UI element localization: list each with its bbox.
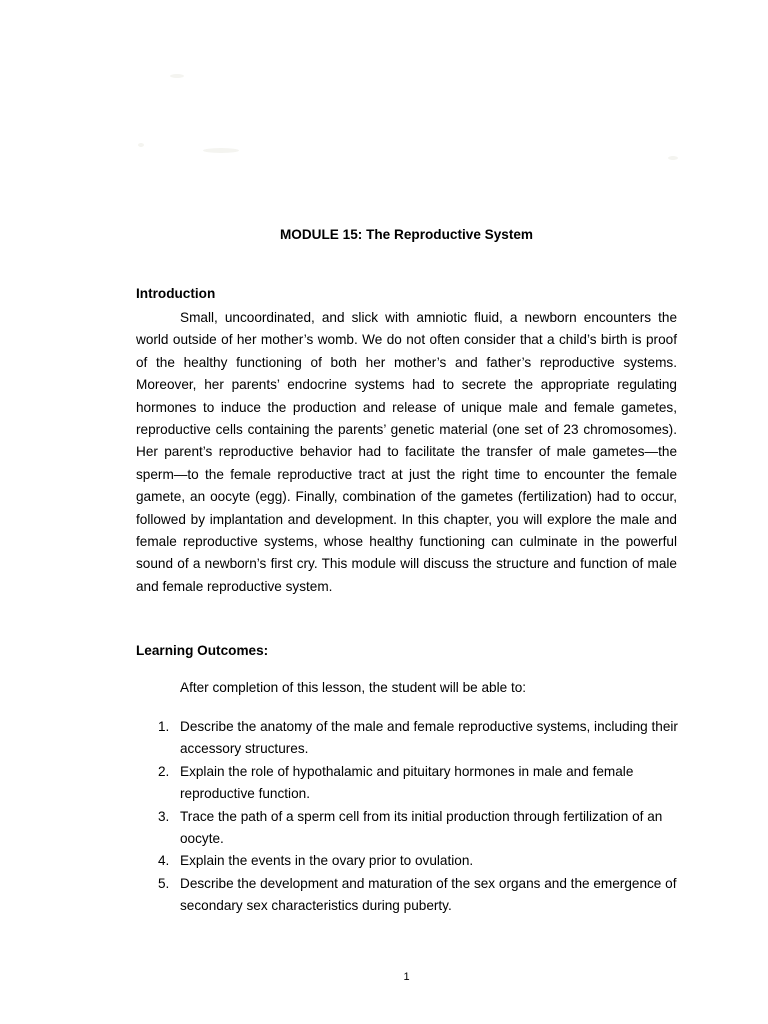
learning-outcomes-list (158, 716, 680, 918)
list-item-text: Describe the anatomy of the male and female reproductive systems, including their accessory structures. (180, 719, 678, 757)
list-item-number: 3. (158, 808, 170, 824)
list-item-number: 4. (158, 853, 170, 869)
list-item (158, 716, 680, 761)
scan-artifact (138, 143, 144, 147)
list-item-number: 1. (158, 719, 170, 734)
list-item (158, 806, 680, 851)
introduction-paragraph: Small, uncoordinated, and slick with amniotic fluid, a newborn encounters the world outside of her mother’s womb. We do not often consider that a child’s birth is proof of the healthy functioning of both her mother’s and father’s reproductive systems. Moreover, her parents’ endocrine systems had to secrete the appropriate regulating hormones to induce the production and release of unique male and female gametes, reproductive cells containing the parents’ genetic material (one set of 23 chromosomes). Her parent’s reproductive behavior had to facilitate the transfer of male gametes—the sperm—to the female reproductive tract at just the right time to encounter the female gamete, an oocyte (egg). Finally, combination of the gametes (fertilization) had to occur, followed by implantation and development. In this chapter, you will explore the male and female reproductive systems, whose healthy functioning can culminate in the powerful sound of a newborn’s first cry. This module will discuss the structure and function of male and female reproductive system. (136, 310, 677, 594)
list-item (158, 761, 680, 806)
learning-outcomes-lead: After completion of this lesson, the student will be able to: (180, 680, 527, 695)
list-item-text: Trace the path of a sperm cell from its initial production through fertilization of an oocyte. (180, 808, 663, 847)
list-item-number: 2. (158, 763, 170, 779)
list-item (158, 850, 680, 872)
list-item (158, 873, 680, 918)
scan-artifact (668, 156, 678, 160)
page-number: 1 (403, 971, 410, 983)
scan-artifact (203, 148, 239, 153)
list-item-text: Explain the role of hypothalamic and pituitary hormones in male and female reproductive function. (180, 763, 634, 802)
page-title: MODULE 15: The Reproductive System (279, 227, 534, 242)
learning-outcomes-heading: Learning Outcomes: (136, 643, 269, 658)
scan-artifact (170, 74, 184, 78)
list-item-text: Explain the events in the ovary prior to ovulation. (180, 853, 474, 869)
list-item-text: Describe the development and maturation of the sex organs and the emergence of secondary sex characteristics during puberty. (180, 875, 677, 914)
list-item-number: 5. (158, 875, 170, 891)
introduction-heading: Introduction (136, 286, 216, 301)
